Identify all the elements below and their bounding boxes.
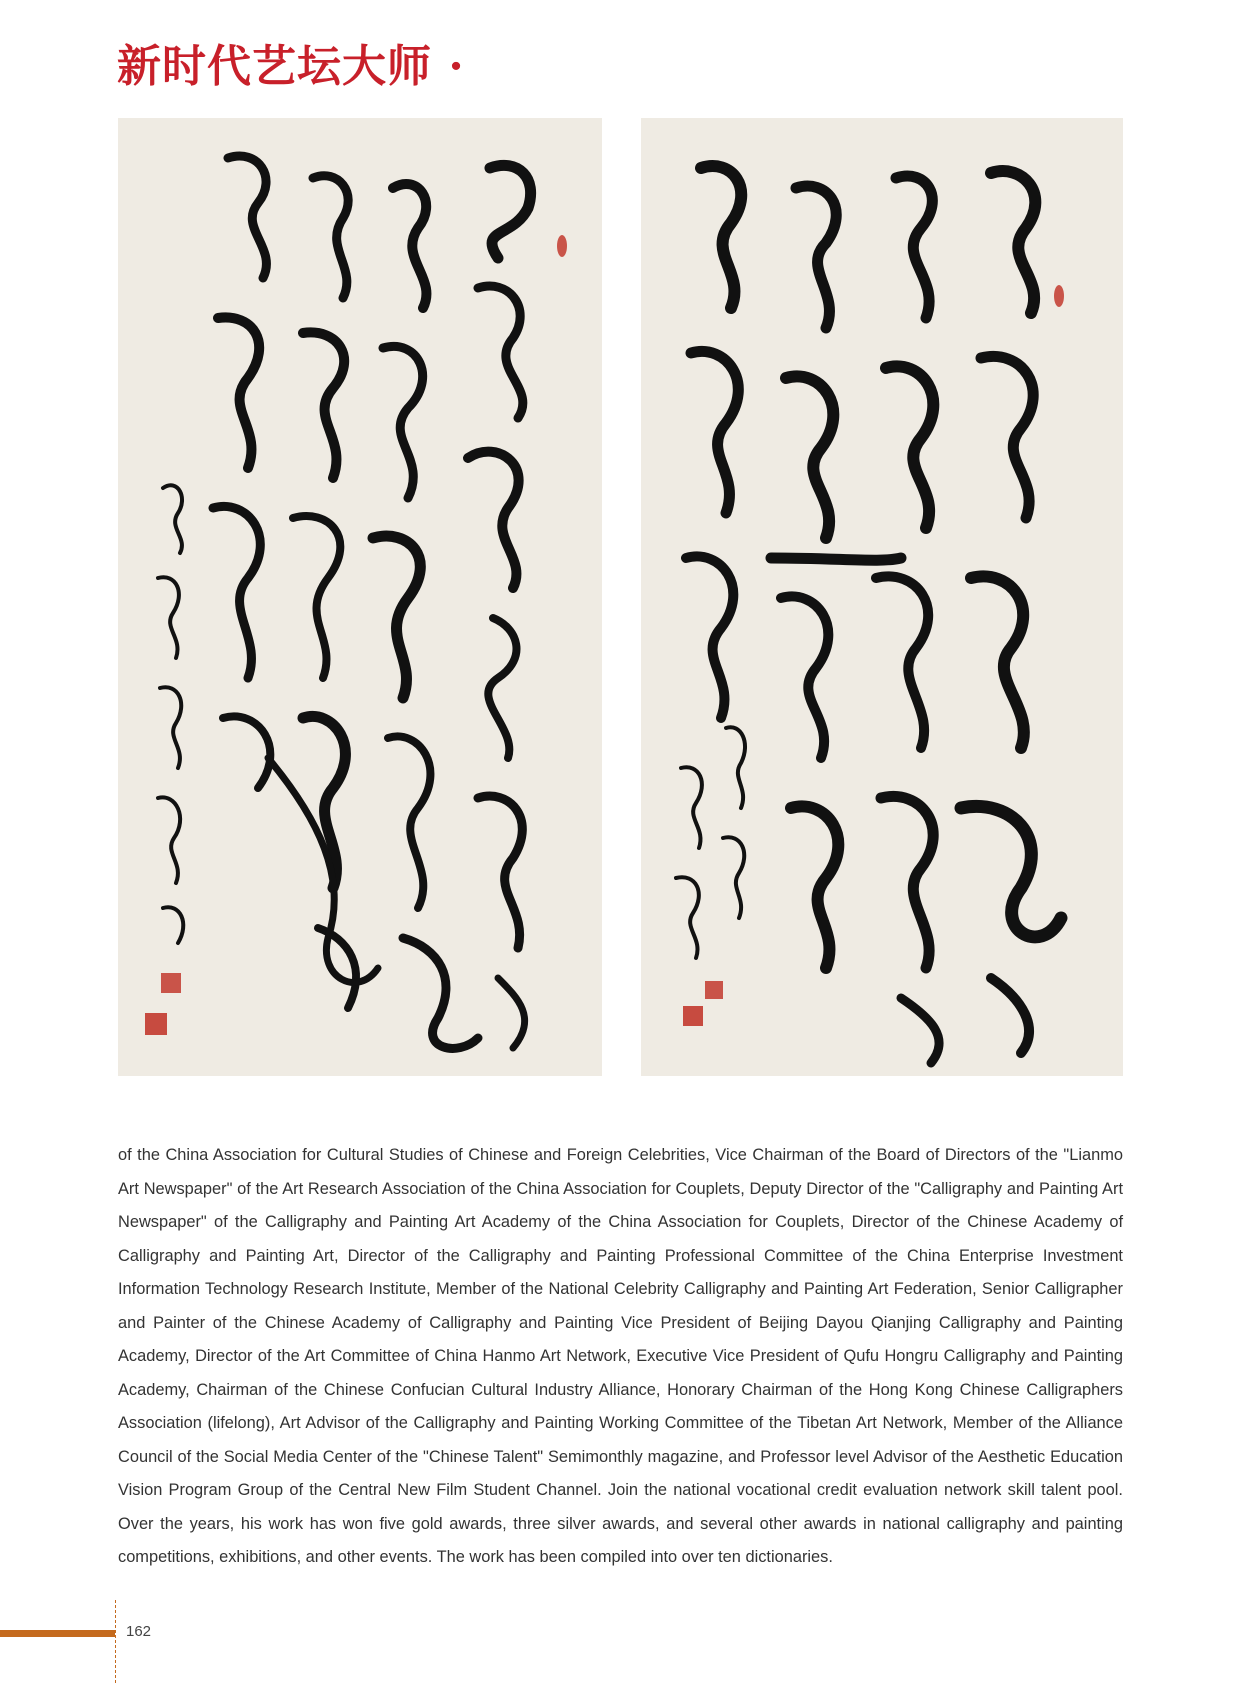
seal-square bbox=[145, 1013, 167, 1035]
calligraphy-left bbox=[118, 118, 602, 1076]
page-number: 162 bbox=[126, 1623, 152, 1640]
footer-dashed-rule bbox=[115, 1600, 116, 1683]
calligraphy-left-ink bbox=[118, 118, 602, 1076]
body-paragraph: of the China Association for Cultural Studies of Chinese and Foreign Celebrities, Vice Chairman of the Board of Directors of the "Lianmo Art Newspaper" of the Art Research Association of the China Association for Couplets, Deputy Director of the "Calligraphy and Painting Art Newspaper" of the Calligraphy and Painting Art Academy of the China Association for Couplets, Director of the Chinese Academy of Calligraphy and Painting Art, Director of the Calligraphy and Painting Professional Committee of the China Enterprise Investment Information Technology Research Institute, Member of the National Celebrity Calligraphy and Painting Art Federation, Senior Calligrapher and Painter of the Chinese Academy of Calligraphy and Painting Vice President of Beijing Dayou Qianjing Calligraphy and Painting Academy, Director of the Art Committee of China Hanmo Art Network, Executive Vice President of Qufu Hongru Calligraphy and Painting Academy, Chairman of the Chinese Confucian Cultural Industry Alliance, Honorary Chairman of the Hong Kong Chinese Calligraphers Association (lifelong), Art Advisor of the Calligraphy and Painting Working Committee of the Tibetan Art Network, Member of the Alliance Council of the Social Media Center of the "Chinese Talent" Semimonthly magazine, and Professor level Advisor of the Aesthetic Education Vision Program Group of the Central New Film Student Channel. Join the national vocational credit evaluation network skill talent pool. Over the years, his work has won five gold awards, three silver awards, and several other awards in national calligraphy and painting competitions, exhibitions, and other events. The work has been compiled into over ten dictionaries. bbox=[118, 1146, 1123, 1566]
footer-accent-bar bbox=[0, 1630, 115, 1637]
seal-oval bbox=[557, 235, 567, 257]
calligraphy-right-ink bbox=[641, 118, 1123, 1076]
seal-square bbox=[161, 973, 181, 993]
seal-square bbox=[705, 981, 723, 999]
seal-square bbox=[683, 1006, 703, 1026]
page-title: 新时代艺坛大师 · bbox=[117, 41, 465, 92]
seal-oval bbox=[1054, 285, 1064, 307]
calligraphy-right bbox=[641, 118, 1123, 1076]
